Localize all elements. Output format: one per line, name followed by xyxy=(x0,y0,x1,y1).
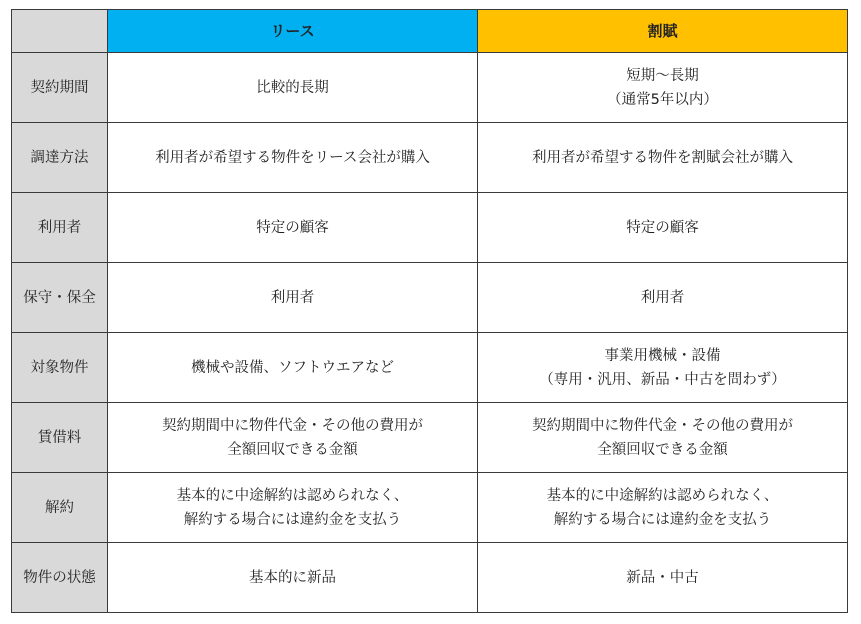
kappu-cell xyxy=(478,193,848,263)
kappu-header: 割賦 xyxy=(478,10,848,53)
kappu-cell xyxy=(478,53,848,123)
table-row xyxy=(12,473,848,543)
table-row xyxy=(12,193,848,263)
comparison-table xyxy=(11,9,848,613)
kappu-cell xyxy=(478,123,848,193)
lease-cell-line: 利用者が希望する物件をリース会社が購入 xyxy=(155,149,430,166)
lease-cell xyxy=(108,403,478,473)
kappu-cell xyxy=(478,333,848,403)
lease-cell xyxy=(108,333,478,403)
kappu-cell-line: 全額回収できる金額 xyxy=(597,441,728,458)
kappu-cell-line: （通常5年以内） xyxy=(607,91,718,108)
kappu-cell xyxy=(478,403,848,473)
row-label: 調達方法 xyxy=(12,123,108,193)
row-label: 賃借料 xyxy=(12,403,108,473)
lease-header: リース xyxy=(108,10,478,53)
kappu-cell-line: 基本的に中途解約は認められなく、 xyxy=(546,487,779,504)
kappu-cell-line: 利用者 xyxy=(640,289,685,306)
lease-cell-line: 基本的に新品 xyxy=(249,569,336,586)
corner-cell xyxy=(12,10,108,53)
kappu-cell xyxy=(478,263,848,333)
lease-cell-line: 特定の顧客 xyxy=(256,219,329,236)
kappu-cell xyxy=(478,473,848,543)
kappu-cell-line: 短期〜長期 xyxy=(626,67,699,84)
lease-cell-line: 基本的に中途解約は認められなく、 xyxy=(176,487,409,504)
kappu-cell-line: 事業用機械・設備 xyxy=(604,347,721,364)
lease-cell xyxy=(108,123,478,193)
row-label: 契約期間 xyxy=(12,53,108,123)
row-label: 保守・保全 xyxy=(12,263,108,333)
lease-cell xyxy=(108,53,478,123)
table-row xyxy=(12,543,848,613)
lease-cell-line: 比較的長期 xyxy=(256,79,329,96)
lease-cell xyxy=(108,543,478,613)
row-label: 物件の状態 xyxy=(12,543,108,613)
lease-cell-line: 解約する場合には違約金を支払う xyxy=(183,511,402,528)
lease-cell xyxy=(108,473,478,543)
kappu-cell xyxy=(478,543,848,613)
lease-cell-line: 機械や設備、ソフトウエアなど xyxy=(191,359,394,376)
lease-cell-line: 契約期間中に物件代金・その他の費用が xyxy=(162,417,423,434)
kappu-cell-line: 解約する場合には違約金を支払う xyxy=(553,511,772,528)
lease-cell xyxy=(108,263,478,333)
kappu-cell-line: 特定の顧客 xyxy=(626,219,699,236)
table-row xyxy=(12,53,848,123)
row-label: 解約 xyxy=(12,473,108,543)
lease-cell-line: 全額回収できる金額 xyxy=(227,441,358,458)
table-row xyxy=(12,403,848,473)
lease-cell xyxy=(108,193,478,263)
kappu-cell-line: （専用・汎用、新品・中古を問わず） xyxy=(539,371,786,388)
header-row xyxy=(12,10,848,53)
row-label: 対象物件 xyxy=(12,333,108,403)
kappu-cell-line: 利用者が希望する物件を割賦会社が購入 xyxy=(532,149,793,166)
table-row xyxy=(12,123,848,193)
kappu-cell-line: 契約期間中に物件代金・その他の費用が xyxy=(532,417,793,434)
table-row xyxy=(12,263,848,333)
lease-cell-line: 利用者 xyxy=(270,289,315,306)
row-label: 利用者 xyxy=(12,193,108,263)
table-row xyxy=(12,333,848,403)
kappu-cell-line: 新品・中古 xyxy=(626,569,699,586)
